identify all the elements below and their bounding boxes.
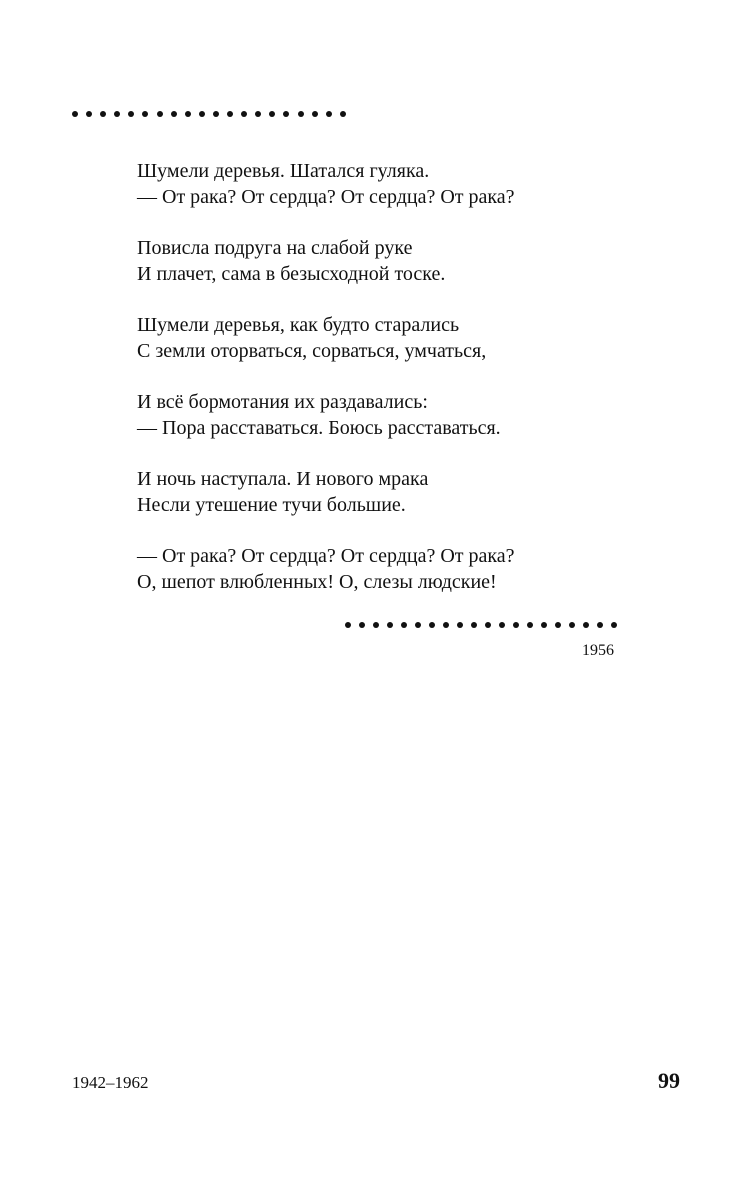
stanza: [137, 543, 607, 595]
divider-dot: [457, 622, 463, 628]
divider-dot: [142, 111, 148, 117]
divider-dot: [241, 111, 247, 117]
stanza: [137, 235, 607, 287]
divider-dot: [227, 111, 233, 117]
divider-dot: [326, 111, 332, 117]
divider-dot: [199, 111, 205, 117]
poem-line: С земли оторваться, сорваться, умчаться,: [137, 340, 487, 362]
divider-dot: [359, 622, 365, 628]
divider-dot: [471, 622, 477, 628]
poem-line: Повисла подруга на слабой руке: [137, 237, 413, 259]
divider-dot: [541, 622, 547, 628]
divider-dot: [485, 622, 491, 628]
stanza: [137, 312, 607, 364]
poem-line: И плачет, сама в безысходной тоске.: [137, 263, 446, 285]
divider-dot: [429, 622, 435, 628]
page-number: 99: [658, 1068, 680, 1093]
divider-dot: [499, 622, 505, 628]
divider-dot: [373, 622, 379, 628]
divider-dot: [555, 622, 561, 628]
divider-dot: [340, 111, 346, 117]
divider-dot: [513, 622, 519, 628]
poem-body: [137, 158, 607, 620]
divider-dot: [72, 111, 78, 117]
poem-line: О, шепот влюбленных! О, слезы людские!: [137, 571, 497, 593]
poem-line: Шумели деревья, как будто старались: [137, 314, 460, 336]
divider-dot: [157, 111, 163, 117]
divider-dot: [100, 111, 106, 117]
top-dotted-divider: [72, 111, 346, 119]
running-footer-years: 1942–1962: [72, 1073, 149, 1092]
divider-dot: [86, 111, 92, 117]
poem-line: Несли утешение тучи большие.: [137, 494, 406, 516]
stanza: [137, 466, 607, 518]
divider-dot: [345, 622, 351, 628]
divider-dot: [611, 622, 617, 628]
divider-dot: [597, 622, 603, 628]
divider-dot: [415, 622, 421, 628]
poem-date: 1956: [582, 642, 614, 659]
poem-line: — От рака? От сердца? От сердца? От рака?: [137, 186, 515, 208]
poem-line: — От рака? От сердца? От сердца? От рака?: [137, 545, 515, 567]
divider-dot: [401, 622, 407, 628]
divider-dot: [283, 111, 289, 117]
poem-line: И ночь наступала. И нового мрака: [137, 468, 429, 490]
divider-dot: [387, 622, 393, 628]
stanza: [137, 158, 607, 210]
divider-dot: [443, 622, 449, 628]
divider-dot: [312, 111, 318, 117]
divider-dot: [269, 111, 275, 117]
divider-dot: [114, 111, 120, 117]
divider-dot: [213, 111, 219, 117]
bottom-dotted-divider: [345, 622, 617, 630]
divider-dot: [527, 622, 533, 628]
stanza: [137, 389, 607, 441]
divider-dot: [583, 622, 589, 628]
divider-dot: [298, 111, 304, 117]
poem-line: Шумели деревья. Шатался гуляка.: [137, 160, 430, 182]
divider-dot: [185, 111, 191, 117]
poem-line: И всё бормотания их раздавались:: [137, 391, 428, 413]
divider-dot: [171, 111, 177, 117]
poem-line: — Пора расставаться. Боюсь расставаться.: [137, 417, 501, 439]
divider-dot: [128, 111, 134, 117]
divider-dot: [569, 622, 575, 628]
divider-dot: [255, 111, 261, 117]
